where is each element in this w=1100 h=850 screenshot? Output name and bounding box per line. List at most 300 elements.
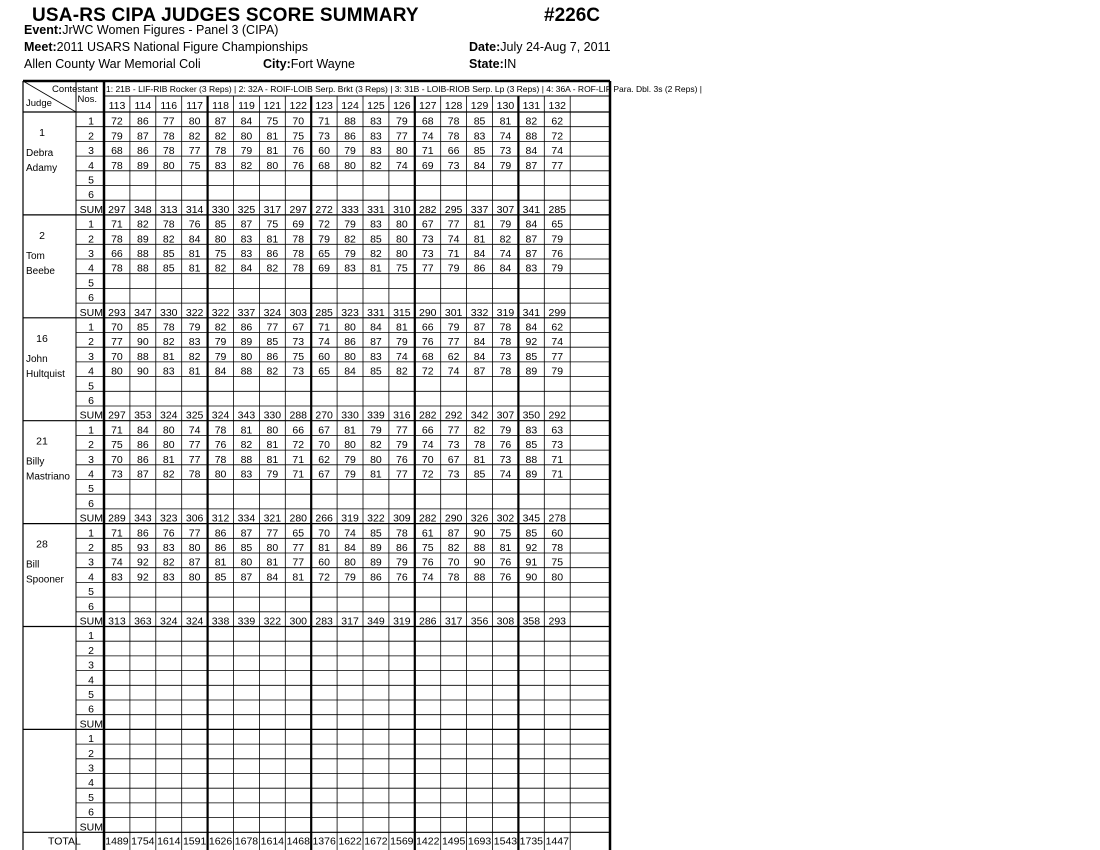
score-cell: 81: [473, 233, 486, 246]
score-cell: 86: [214, 542, 227, 554]
score-cell: 86: [266, 350, 279, 363]
total-cell: 1489: [105, 835, 129, 848]
sum-cell: 324: [159, 409, 178, 422]
sum-cell: 316: [393, 409, 411, 422]
figure-row-number: 2: [88, 542, 94, 554]
score-cell: 84: [499, 262, 512, 275]
score-cell: 73: [292, 365, 305, 378]
figure-row-number: 5: [88, 689, 94, 701]
nos-header-label: Nos.: [77, 94, 97, 105]
score-cell: 87: [214, 115, 227, 128]
score-cell: 67: [421, 218, 434, 231]
score-cell: 84: [344, 365, 356, 378]
sum-cell: 286: [418, 615, 437, 628]
sum-cell: 332: [470, 306, 489, 319]
score-cell: 88: [137, 350, 149, 363]
figure-row-number: 6: [88, 189, 94, 202]
score-cell: 90: [473, 527, 486, 540]
figure-row-number: 1: [88, 733, 94, 746]
score-cell: 90: [473, 556, 486, 569]
score-cell: 79: [344, 218, 356, 231]
figure-row-number: 2: [88, 233, 94, 246]
score-cell: 83: [370, 218, 382, 231]
score-cell: 67: [292, 321, 305, 334]
score-cell: 78: [162, 321, 175, 334]
score-cell: 82: [499, 233, 512, 246]
score-cell: 78: [188, 468, 201, 481]
figure-row-number: 3: [88, 145, 94, 158]
date-value: July 24-Aug 7, 2011: [500, 40, 611, 54]
sum-cell: 270: [315, 409, 333, 422]
score-cell: 77: [292, 542, 305, 554]
sum-cell: 349: [367, 615, 385, 628]
sum-row-label: SUM: [79, 821, 103, 834]
score-cell: 82: [447, 542, 460, 554]
score-cell: 60: [551, 527, 564, 540]
score-cell: 76: [396, 571, 408, 584]
score-cell: 74: [421, 571, 434, 584]
score-cell: 89: [370, 556, 382, 569]
total-cell: 1626: [208, 835, 233, 848]
score-cell: 71: [292, 453, 305, 466]
figure-row-number: 4: [88, 365, 94, 378]
sum-cell: 293: [108, 306, 126, 319]
figure-row-number: 5: [88, 791, 94, 804]
sum-row-label: SUM: [79, 615, 103, 628]
score-cell: 70: [421, 453, 434, 466]
score-cell: 74: [447, 233, 460, 246]
sum-cell: 326: [470, 512, 489, 525]
score-cell: 86: [266, 248, 279, 260]
total-cell: 1735: [519, 835, 544, 848]
score-cell: 74: [447, 365, 460, 378]
sum-cell: 330: [159, 306, 178, 319]
score-cell: 81: [214, 556, 227, 569]
score-cell: 82: [214, 321, 227, 334]
score-cell: 79: [344, 468, 356, 481]
score-cell: 75: [292, 350, 305, 363]
score-cell: 81: [266, 130, 279, 143]
figure-row-number: 5: [88, 277, 94, 290]
contestant-number: 117: [186, 100, 204, 112]
score-cell: 84: [473, 248, 486, 260]
sum-cell: 330: [341, 409, 359, 422]
figure-row-number: 1: [88, 115, 94, 128]
score-cell: 83: [214, 159, 227, 172]
figure-row-number: 1: [88, 424, 94, 437]
judge-first-name: Tom: [26, 250, 45, 262]
figure-row-number: 2: [88, 130, 94, 143]
sum-cell: 288: [289, 409, 308, 422]
score-cell: 84: [240, 262, 253, 275]
score-cell: 78: [447, 130, 460, 143]
sum-cell: 348: [134, 203, 152, 216]
score-cell: 69: [421, 159, 434, 172]
score-cell: 87: [240, 527, 253, 540]
score-cell: 77: [447, 218, 460, 231]
score-cell: 85: [240, 542, 253, 554]
score-cell: 80: [214, 468, 227, 481]
score-cell: 72: [551, 130, 564, 143]
score-cell: 90: [137, 336, 149, 349]
figure-row-number: 1: [88, 527, 94, 540]
score-cell: 84: [525, 145, 538, 158]
score-cell: 87: [525, 248, 538, 260]
score-cell: 70: [111, 453, 123, 466]
score-cell: 79: [551, 262, 564, 275]
score-cell: 78: [473, 439, 486, 452]
score-cell: 78: [111, 262, 123, 275]
score-cell: 85: [162, 248, 175, 260]
score-cell: 80: [240, 350, 253, 363]
score-cell: 72: [421, 468, 434, 481]
score-cell: 84: [473, 336, 486, 349]
score-cell: 87: [447, 527, 460, 540]
figure-row-number: 5: [88, 380, 94, 393]
total-cell: 1672: [364, 835, 388, 848]
sum-cell: 358: [522, 615, 541, 628]
sum-cell: 290: [418, 306, 437, 319]
figure-row-number: 1: [88, 630, 94, 643]
score-cell: 78: [162, 218, 175, 231]
score-cell: 79: [214, 350, 227, 363]
figure-row-number: 3: [88, 659, 94, 672]
score-cell: 75: [214, 248, 227, 260]
score-cell: 74: [499, 468, 512, 481]
score-cell: 84: [240, 115, 253, 128]
score-cell: 79: [344, 453, 356, 466]
total-cell: 1376: [312, 835, 336, 848]
score-cell: 91: [525, 556, 538, 569]
score-cell: 61: [421, 527, 434, 540]
score-cell: 62: [318, 453, 330, 466]
sum-cell: 317: [263, 203, 282, 216]
judge-last-name: Spooner: [26, 574, 64, 586]
sum-cell: 330: [211, 203, 230, 216]
score-cell: 76: [499, 556, 512, 569]
score-cell: 65: [318, 248, 330, 260]
score-cell: 79: [396, 556, 408, 569]
score-cell: 80: [551, 571, 564, 584]
score-cell: 89: [370, 542, 382, 554]
sum-row-label: SUM: [79, 409, 103, 422]
score-cell: 80: [266, 542, 279, 554]
score-cell: 92: [525, 336, 538, 349]
score-cell: 80: [266, 424, 279, 437]
sum-cell: 341: [522, 203, 541, 216]
score-cell: 77: [188, 527, 201, 540]
figure-row-number: 2: [88, 747, 94, 760]
score-cell: 73: [447, 159, 460, 172]
score-cell: 76: [499, 439, 512, 452]
score-cell: 88: [344, 115, 356, 128]
score-cell: 84: [266, 571, 279, 584]
score-cell: 77: [551, 159, 564, 172]
score-cell: 69: [292, 218, 305, 231]
contestant-number: 114: [134, 100, 152, 112]
score-cell: 74: [551, 336, 564, 349]
score-cell: 77: [447, 336, 460, 349]
sum-cell: 295: [444, 203, 463, 216]
figure-row-number: 6: [88, 497, 94, 510]
score-cell: 79: [396, 439, 408, 452]
score-cell: 72: [292, 439, 305, 452]
score-cell: 74: [499, 248, 512, 260]
score-cell: 80: [162, 159, 175, 172]
score-cell: 77: [421, 262, 434, 275]
sum-cell: 324: [159, 615, 178, 628]
total-cell: 1754: [131, 835, 155, 848]
score-cell: 70: [292, 115, 305, 128]
score-cell: 81: [318, 542, 330, 554]
score-cell: 83: [525, 262, 538, 275]
sum-cell: 313: [159, 203, 178, 216]
score-cell: 92: [525, 542, 538, 554]
score-cell: 62: [551, 115, 564, 128]
score-cell: 81: [499, 542, 512, 554]
score-cell: 81: [370, 468, 382, 481]
score-cell: 77: [396, 424, 408, 437]
score-cell: 78: [162, 130, 175, 143]
score-cell: 80: [344, 350, 356, 363]
score-cell: 83: [240, 233, 253, 246]
score-cell: 79: [551, 365, 564, 378]
score-cell: 71: [111, 424, 123, 437]
judge-last-name: Adamy: [26, 163, 58, 174]
score-cell: 74: [421, 439, 434, 452]
sum-cell: 306: [185, 512, 204, 525]
score-cell: 86: [137, 453, 149, 466]
score-cell: 83: [370, 130, 382, 143]
score-cell: 84: [370, 321, 382, 334]
sum-cell: 282: [418, 512, 437, 525]
judge-last-name: Mastriano: [26, 471, 70, 483]
sum-cell: 314: [185, 203, 204, 216]
judge-last-name: Hultquist: [26, 368, 65, 380]
score-cell: 87: [525, 159, 538, 172]
contestant-number: 130: [496, 100, 515, 112]
sum-cell: 345: [522, 512, 541, 525]
score-cell: 81: [499, 115, 512, 128]
score-cell: 75: [111, 439, 123, 452]
score-cell: 85: [370, 527, 382, 540]
score-cell: 79: [214, 336, 227, 349]
score-cell: 84: [525, 218, 538, 231]
score-cell: 83: [344, 262, 356, 275]
score-cell: 66: [447, 145, 460, 158]
score-cell: 85: [525, 439, 538, 452]
score-cell: 80: [240, 556, 253, 569]
figure-row-number: 3: [88, 556, 94, 569]
sum-cell: 292: [444, 409, 463, 422]
contestant-number: 132: [548, 100, 567, 112]
sum-cell: 297: [108, 409, 126, 422]
score-cell: 85: [525, 350, 538, 363]
score-cell: 83: [370, 350, 382, 363]
total-cell: 1622: [338, 835, 362, 848]
score-cell: 78: [214, 424, 227, 437]
score-cell: 76: [421, 336, 434, 349]
score-cell: 85: [266, 336, 279, 349]
sum-cell: 325: [237, 203, 256, 216]
figure-row-number: 6: [88, 600, 94, 613]
judge-number: 28: [36, 538, 48, 551]
score-cell: 79: [318, 233, 330, 246]
figure-row-number: 3: [88, 762, 94, 775]
sum-cell: 322: [185, 306, 204, 319]
score-cell: 70: [318, 439, 330, 452]
contestant-number: 131: [522, 100, 541, 112]
score-cell: 71: [551, 453, 564, 466]
score-cell: 83: [162, 365, 175, 378]
score-cell: 81: [188, 262, 201, 275]
total-row-label: TOTAL: [48, 835, 81, 848]
contestant-number: 121: [263, 100, 282, 112]
score-cell: 79: [344, 248, 356, 260]
total-cell: 1614: [157, 835, 181, 848]
score-cell: 66: [421, 321, 434, 334]
score-cell: 63: [551, 424, 564, 437]
sum-cell: 339: [367, 409, 385, 422]
score-cell: 65: [292, 527, 305, 540]
sum-cell: 323: [159, 512, 178, 525]
contestant-number: 116: [160, 100, 178, 112]
score-cell: 74: [111, 556, 123, 569]
sum-cell: 317: [341, 615, 359, 628]
sum-cell: 319: [341, 512, 359, 525]
sum-cell: 323: [341, 306, 359, 319]
total-cell: 1614: [260, 835, 285, 848]
score-cell: 82: [137, 218, 149, 231]
score-cell: 84: [473, 350, 486, 363]
score-cell: 80: [162, 439, 175, 452]
score-cell: 68: [421, 115, 434, 128]
score-cell: 79: [266, 468, 279, 481]
score-cell: 80: [396, 233, 408, 246]
score-cell: 80: [396, 248, 408, 260]
figure-row-number: 6: [88, 395, 94, 407]
sum-cell: 309: [393, 512, 411, 525]
score-cell: 80: [344, 159, 356, 172]
score-cell: 88: [473, 542, 486, 554]
contestant-number: 129: [470, 100, 489, 112]
figure-row-number: 4: [88, 262, 94, 275]
document-number: #226C: [544, 5, 600, 26]
score-cell: 73: [499, 350, 512, 363]
figure-row-number: 1: [88, 218, 94, 231]
event-value: JrWC Women Figures - Panel 3 (CIPA): [62, 23, 279, 37]
sum-cell: 292: [548, 409, 567, 422]
total-cell: 1569: [390, 835, 414, 848]
sum-cell: 302: [496, 512, 515, 525]
sum-cell: 266: [315, 512, 333, 525]
score-cell: 82: [266, 262, 279, 275]
score-cell: 77: [188, 145, 201, 158]
score-cell: 74: [396, 159, 408, 172]
score-cell: 82: [214, 130, 227, 143]
score-cell: 82: [162, 468, 175, 481]
total-cell: 1495: [441, 835, 466, 848]
score-cell: 81: [188, 248, 201, 260]
score-cell: 68: [111, 145, 123, 158]
score-cell: 84: [214, 365, 227, 378]
sum-cell: 303: [289, 306, 308, 319]
sum-cell: 343: [237, 409, 256, 422]
sum-cell: 282: [418, 409, 437, 422]
score-cell: 72: [318, 218, 330, 231]
contestant-number: 118: [212, 100, 229, 112]
score-cell: 65: [318, 365, 330, 378]
score-cell: 79: [240, 145, 253, 158]
score-cell: 80: [240, 130, 253, 143]
score-cell: 71: [292, 468, 305, 481]
score-cell: 78: [292, 248, 305, 260]
judge-first-name: John: [26, 353, 48, 365]
score-cell: 86: [137, 115, 149, 128]
score-cell: 89: [137, 233, 149, 246]
score-cell: 83: [240, 468, 253, 481]
state-value: IN: [503, 57, 517, 71]
score-cell: 85: [473, 115, 486, 128]
sum-cell: 285: [548, 203, 567, 216]
score-cell: 66: [111, 248, 123, 260]
score-cell: 77: [396, 130, 408, 143]
sum-cell: 324: [211, 409, 230, 422]
sum-cell: 342: [470, 409, 489, 422]
score-cell: 73: [551, 439, 564, 452]
score-cell: 82: [525, 115, 538, 128]
score-cell: 80: [370, 453, 382, 466]
sum-cell: 353: [134, 409, 152, 422]
score-cell: 87: [370, 336, 382, 349]
score-cell: 78: [499, 365, 512, 378]
score-cell: 80: [214, 233, 227, 246]
score-cell: 77: [188, 453, 201, 466]
score-cell: 82: [188, 130, 201, 143]
sum-cell: 289: [108, 512, 126, 525]
score-cell: 92: [137, 556, 149, 569]
score-cell: 85: [137, 321, 149, 334]
score-cell: 83: [162, 542, 175, 554]
total-cell: 1468: [286, 835, 310, 848]
score-cell: 84: [188, 233, 201, 246]
score-cell: 79: [499, 159, 512, 172]
figure-row-number: 5: [88, 174, 94, 187]
sum-cell: 337: [237, 306, 256, 319]
figure-row-number: 3: [88, 248, 94, 260]
score-cell: 85: [473, 468, 486, 481]
figure-row-number: 5: [88, 483, 94, 496]
score-cell: 72: [421, 365, 434, 378]
score-cell: 88: [137, 262, 149, 275]
score-cell: 80: [162, 424, 175, 437]
score-cell: 73: [499, 453, 512, 466]
score-cell: 77: [266, 321, 279, 334]
score-cell: 86: [344, 336, 356, 349]
total-cell: 1543: [493, 835, 518, 848]
score-cell: 84: [473, 159, 486, 172]
score-cell: 81: [162, 453, 175, 466]
sum-cell: 307: [496, 409, 515, 422]
judge-last-name: Beebe: [26, 265, 55, 277]
sum-cell: 278: [548, 512, 567, 525]
sum-cell: 363: [134, 615, 152, 628]
score-cell: 88: [240, 365, 253, 378]
sum-cell: 324: [263, 306, 282, 319]
score-cell: 89: [525, 468, 538, 481]
score-cell: 78: [447, 115, 460, 128]
score-cell: 81: [266, 233, 279, 246]
